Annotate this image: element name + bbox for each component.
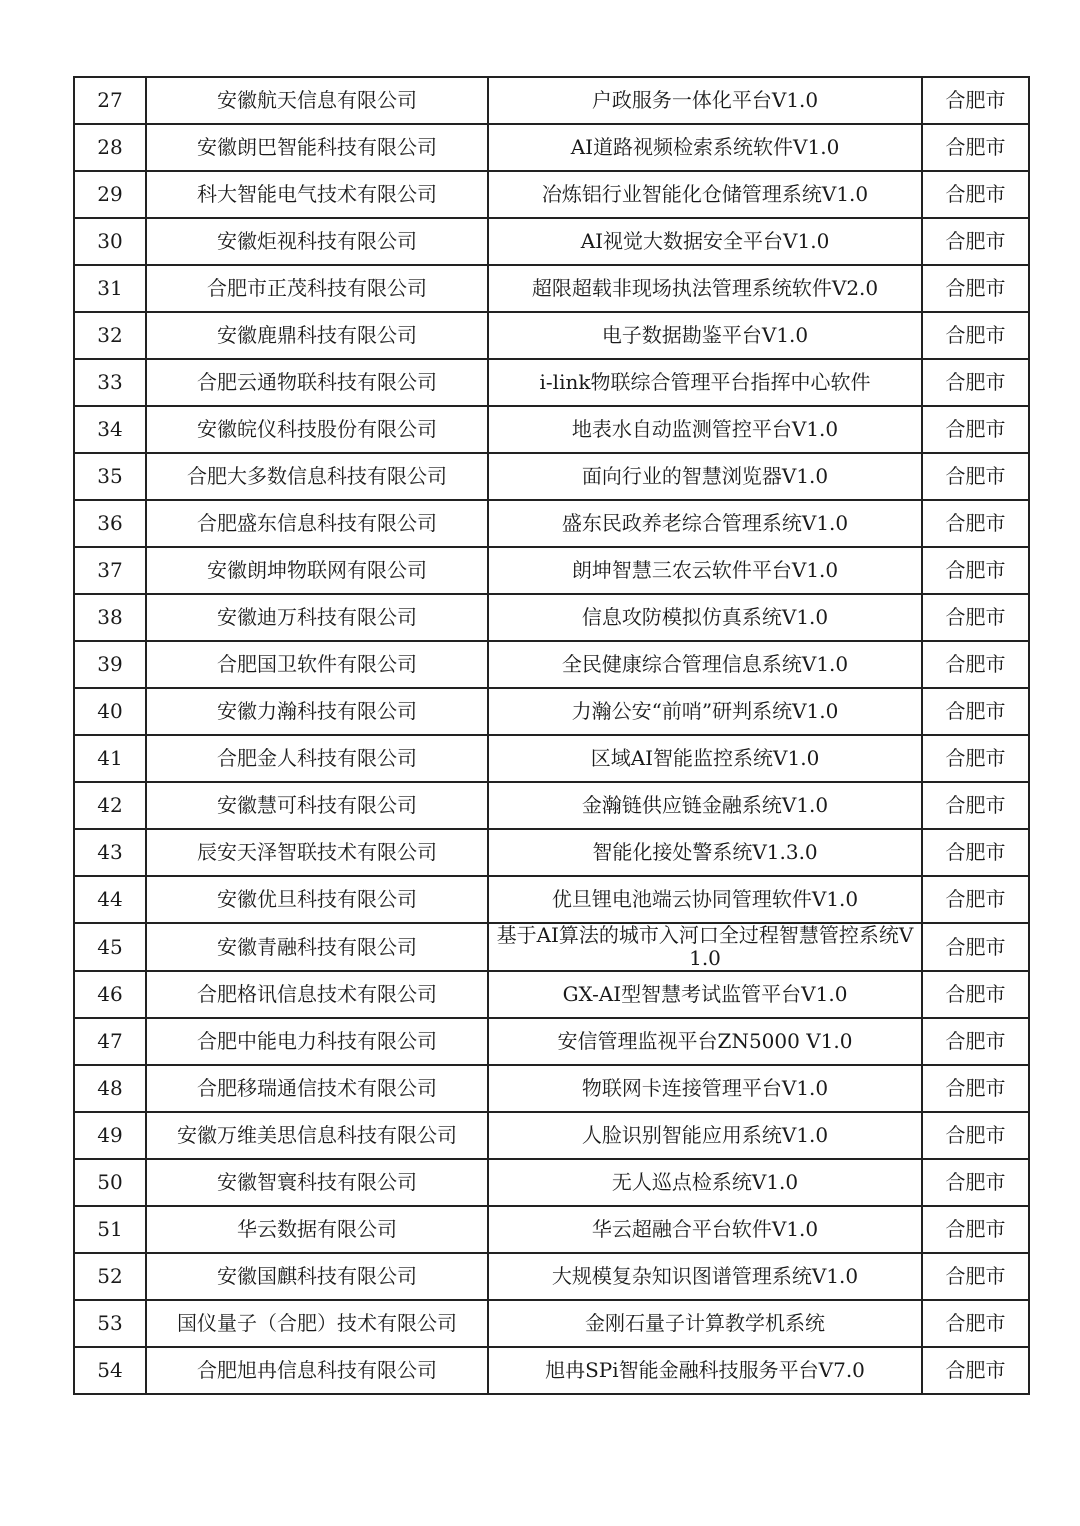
product-name-cell: 智能化接处警系统V1.3.0 <box>488 829 922 876</box>
row-number-cell: 49 <box>74 1112 146 1159</box>
city-cell: 合肥市 <box>922 547 1029 594</box>
city-cell: 合肥市 <box>922 782 1029 829</box>
product-name-cell: 优旦锂电池端云协同管理软件V1.0 <box>488 876 922 923</box>
city-cell: 合肥市 <box>922 77 1029 124</box>
company-name-cell: 合肥金人科技有限公司 <box>146 735 488 782</box>
table-row <box>74 971 1029 1018</box>
company-name-cell: 合肥盛东信息科技有限公司 <box>146 500 488 547</box>
company-name-cell: 合肥云通物联科技有限公司 <box>146 359 488 406</box>
product-name-cell: 安信管理监视平台ZN5000 V1.0 <box>488 1018 922 1065</box>
city-cell: 合肥市 <box>922 735 1029 782</box>
company-name-cell: 安徽力瀚科技有限公司 <box>146 688 488 735</box>
table-row <box>74 641 1029 688</box>
city-cell: 合肥市 <box>922 312 1029 359</box>
product-name-cell: i-link物联综合管理平台指挥中心软件 <box>488 359 922 406</box>
product-name-cell: 区域AI智能监控系统V1.0 <box>488 735 922 782</box>
row-number-cell: 46 <box>74 971 146 1018</box>
row-number-cell: 43 <box>74 829 146 876</box>
table-row <box>74 1018 1029 1065</box>
city-cell: 合肥市 <box>922 1018 1029 1065</box>
product-name-cell: 华云超融合平台软件V1.0 <box>488 1206 922 1253</box>
table-row <box>74 1065 1029 1112</box>
company-name-cell: 国仪量子（合肥）技术有限公司 <box>146 1300 488 1347</box>
enterprise-product-table <box>73 76 1030 1395</box>
product-name-cell: 基于AI算法的城市入河口全过程智慧管控系统V1.0 <box>488 923 922 971</box>
product-name-cell: 旭冉SPi智能金融科技服务平台V7.0 <box>488 1347 922 1394</box>
product-name-cell: 超限超载非现场执法管理系统软件V2.0 <box>488 265 922 312</box>
row-number-cell: 54 <box>74 1347 146 1394</box>
product-name-cell: 面向行业的智慧浏览器V1.0 <box>488 453 922 500</box>
city-cell: 合肥市 <box>922 359 1029 406</box>
city-cell: 合肥市 <box>922 641 1029 688</box>
company-name-cell: 合肥中能电力科技有限公司 <box>146 1018 488 1065</box>
table-row <box>74 265 1029 312</box>
table-row <box>74 829 1029 876</box>
company-name-cell: 科大智能电气技术有限公司 <box>146 171 488 218</box>
product-name-cell: 户政服务一体化平台V1.0 <box>488 77 922 124</box>
product-name-cell: 人脸识别智能应用系统V1.0 <box>488 1112 922 1159</box>
company-name-cell: 安徽优旦科技有限公司 <box>146 876 488 923</box>
table-row <box>74 688 1029 735</box>
table-row <box>74 312 1029 359</box>
city-cell: 合肥市 <box>922 500 1029 547</box>
product-name-cell: 金刚石量子计算教学机系统 <box>488 1300 922 1347</box>
company-name-cell: 安徽智寰科技有限公司 <box>146 1159 488 1206</box>
product-name-cell: 信息攻防模拟仿真系统V1.0 <box>488 594 922 641</box>
table-row <box>74 171 1029 218</box>
table-row <box>74 500 1029 547</box>
table-row <box>74 782 1029 829</box>
table-row <box>74 359 1029 406</box>
row-number-cell: 47 <box>74 1018 146 1065</box>
table-row <box>74 218 1029 265</box>
company-name-cell: 安徽炬视科技有限公司 <box>146 218 488 265</box>
company-name-cell: 安徽青融科技有限公司 <box>146 923 488 971</box>
product-name-cell: 电子数据勘鉴平台V1.0 <box>488 312 922 359</box>
product-name-cell: GX-AI型智慧考试监管平台V1.0 <box>488 971 922 1018</box>
row-number-cell: 29 <box>74 171 146 218</box>
table-row <box>74 923 1029 971</box>
company-name-cell: 合肥国卫软件有限公司 <box>146 641 488 688</box>
row-number-cell: 53 <box>74 1300 146 1347</box>
city-cell: 合肥市 <box>922 1253 1029 1300</box>
product-name-cell: 力瀚公安“前哨”研判系统V1.0 <box>488 688 922 735</box>
company-name-cell: 安徽国麒科技有限公司 <box>146 1253 488 1300</box>
table-row <box>74 1206 1029 1253</box>
row-number-cell: 39 <box>74 641 146 688</box>
product-name-cell: 全民健康综合管理信息系统V1.0 <box>488 641 922 688</box>
table-row <box>74 1253 1029 1300</box>
table-row <box>74 406 1029 453</box>
row-number-cell: 50 <box>74 1159 146 1206</box>
company-name-cell: 安徽朗巴智能科技有限公司 <box>146 124 488 171</box>
company-name-cell: 合肥格讯信息技术有限公司 <box>146 971 488 1018</box>
row-number-cell: 33 <box>74 359 146 406</box>
city-cell: 合肥市 <box>922 829 1029 876</box>
company-name-cell: 安徽皖仪科技股份有限公司 <box>146 406 488 453</box>
city-cell: 合肥市 <box>922 923 1029 971</box>
city-cell: 合肥市 <box>922 124 1029 171</box>
company-name-cell: 合肥大多数信息科技有限公司 <box>146 453 488 500</box>
table-row <box>74 124 1029 171</box>
city-cell: 合肥市 <box>922 1112 1029 1159</box>
company-name-cell: 安徽慧可科技有限公司 <box>146 782 488 829</box>
company-name-cell: 安徽鹿鼎科技有限公司 <box>146 312 488 359</box>
company-name-cell: 合肥移瑞通信技术有限公司 <box>146 1065 488 1112</box>
company-name-cell: 辰安天泽智联技术有限公司 <box>146 829 488 876</box>
company-name-cell: 安徽万维美思信息科技有限公司 <box>146 1112 488 1159</box>
product-name-cell: 物联网卡连接管理平台V1.0 <box>488 1065 922 1112</box>
row-number-cell: 40 <box>74 688 146 735</box>
company-name-cell: 合肥市正茂科技有限公司 <box>146 265 488 312</box>
row-number-cell: 31 <box>74 265 146 312</box>
city-cell: 合肥市 <box>922 1159 1029 1206</box>
city-cell: 合肥市 <box>922 688 1029 735</box>
city-cell: 合肥市 <box>922 218 1029 265</box>
city-cell: 合肥市 <box>922 406 1029 453</box>
row-number-cell: 42 <box>74 782 146 829</box>
product-name-cell: 地表水自动监测管控平台V1.0 <box>488 406 922 453</box>
table-row <box>74 1300 1029 1347</box>
company-name-cell: 华云数据有限公司 <box>146 1206 488 1253</box>
city-cell: 合肥市 <box>922 876 1029 923</box>
city-cell: 合肥市 <box>922 1347 1029 1394</box>
table-row <box>74 547 1029 594</box>
table-row <box>74 1159 1029 1206</box>
table-row <box>74 1112 1029 1159</box>
row-number-cell: 36 <box>74 500 146 547</box>
row-number-cell: 30 <box>74 218 146 265</box>
row-number-cell: 45 <box>74 923 146 971</box>
row-number-cell: 44 <box>74 876 146 923</box>
company-name-cell: 合肥旭冉信息科技有限公司 <box>146 1347 488 1394</box>
product-name-cell: 朗坤智慧三农云软件平台V1.0 <box>488 547 922 594</box>
row-number-cell: 38 <box>74 594 146 641</box>
product-name-cell: AI道路视频检索系统软件V1.0 <box>488 124 922 171</box>
table-row <box>74 594 1029 641</box>
city-cell: 合肥市 <box>922 1300 1029 1347</box>
company-name-cell: 安徽朗坤物联网有限公司 <box>146 547 488 594</box>
row-number-cell: 34 <box>74 406 146 453</box>
city-cell: 合肥市 <box>922 265 1029 312</box>
company-name-cell: 安徽航天信息有限公司 <box>146 77 488 124</box>
product-name-cell: AI视觉大数据安全平台V1.0 <box>488 218 922 265</box>
table-row <box>74 876 1029 923</box>
row-number-cell: 32 <box>74 312 146 359</box>
row-number-cell: 27 <box>74 77 146 124</box>
row-number-cell: 52 <box>74 1253 146 1300</box>
city-cell: 合肥市 <box>922 594 1029 641</box>
product-name-cell: 冶炼铝行业智能化仓储管理系统V1.0 <box>488 171 922 218</box>
row-number-cell: 28 <box>74 124 146 171</box>
row-number-cell: 51 <box>74 1206 146 1253</box>
table-body <box>74 77 1029 1394</box>
city-cell: 合肥市 <box>922 1206 1029 1253</box>
city-cell: 合肥市 <box>922 171 1029 218</box>
city-cell: 合肥市 <box>922 971 1029 1018</box>
product-name-cell: 盛东民政养老综合管理系统V1.0 <box>488 500 922 547</box>
company-name-cell: 安徽迪万科技有限公司 <box>146 594 488 641</box>
row-number-cell: 41 <box>74 735 146 782</box>
table-row <box>74 1347 1029 1394</box>
row-number-cell: 35 <box>74 453 146 500</box>
city-cell: 合肥市 <box>922 1065 1029 1112</box>
row-number-cell: 48 <box>74 1065 146 1112</box>
row-number-cell: 37 <box>74 547 146 594</box>
table-row <box>74 453 1029 500</box>
product-name-cell: 无人巡点检系统V1.0 <box>488 1159 922 1206</box>
table-row <box>74 77 1029 124</box>
table-row <box>74 735 1029 782</box>
product-name-cell: 金瀚链供应链金融系统V1.0 <box>488 782 922 829</box>
product-name-cell: 大规模复杂知识图谱管理系统V1.0 <box>488 1253 922 1300</box>
city-cell: 合肥市 <box>922 453 1029 500</box>
